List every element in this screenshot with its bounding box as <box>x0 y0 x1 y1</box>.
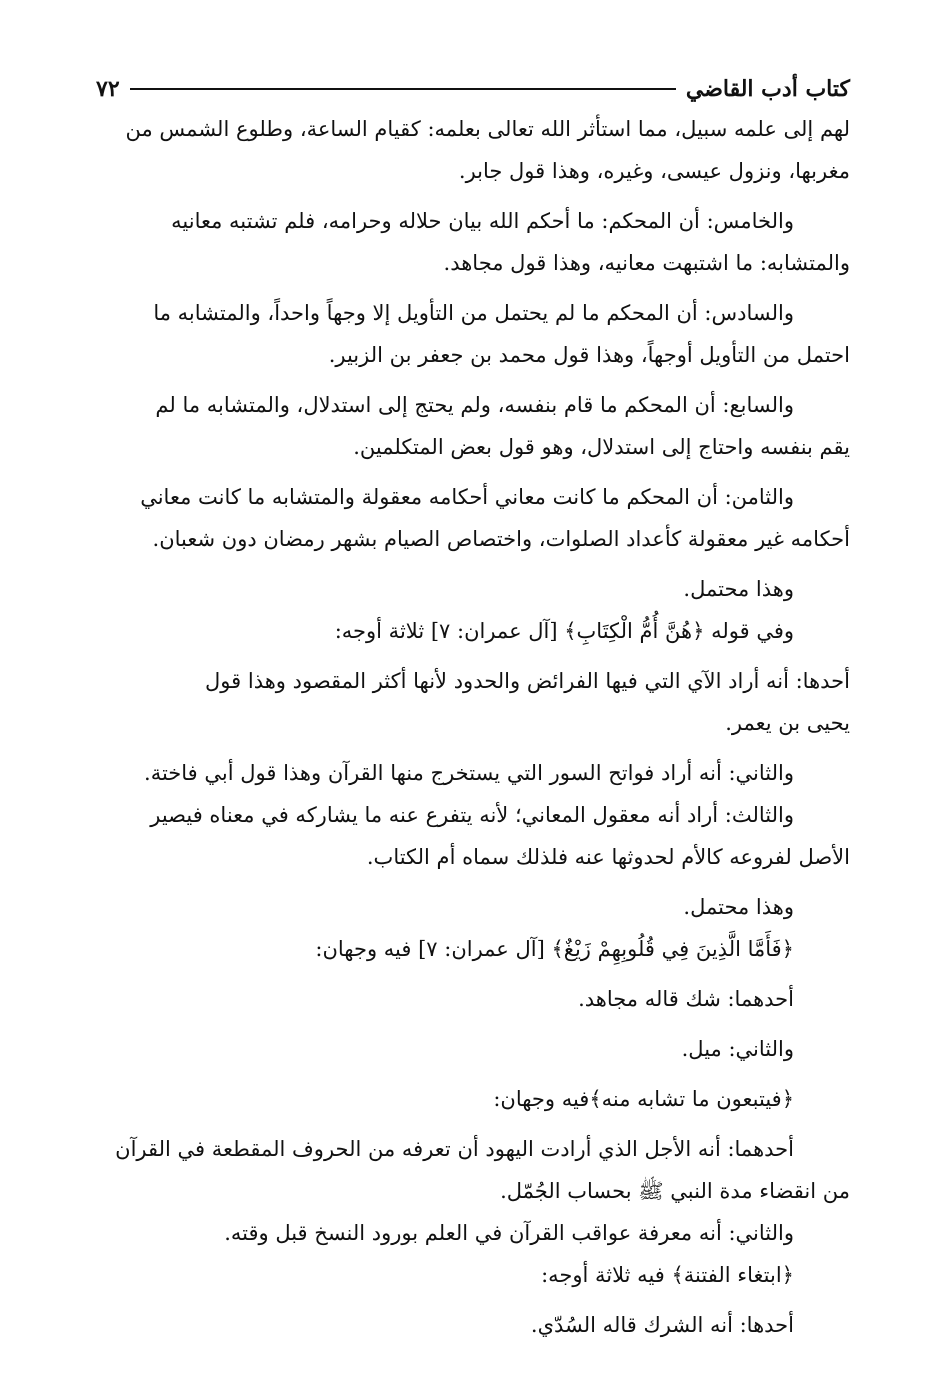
text-line: وهذا محتمل. <box>683 577 794 601</box>
text-line: ﴿ابتغاء الفتنة﴾ فيه ثلاثة أوجه: <box>541 1263 794 1287</box>
text-line: يقم بنفسه واحتاج إلى استدلال، وهو قول بعض المتكلمين. <box>353 435 850 459</box>
text-line: أحدهما: شك قاله مجاهد. <box>578 987 794 1011</box>
text-line: أحدها: أنه الشرك قاله السُدّي. <box>530 1313 794 1337</box>
text-line: يحيى بن يعمر. <box>725 711 850 735</box>
text-line: الأصل لفروعه كالأم لحدوثها عنه فلذلك سماه أم الكتاب. <box>366 845 850 869</box>
text-line: أحدهما: أنه الأجل الذي أرادت اليهود أن تعرفه من الحروف المقطعة في القرآن <box>115 1137 794 1161</box>
text-line: والثاني: أنه معرفة عواقب القرآن في العلم بورود النسخ قبل وقته. <box>224 1221 794 1245</box>
text-line: وفي قوله ﴿هُنَّ أُمُّ الْكِتَابِ﴾ [آل عمران: ٧] ثلاثة أوجه: <box>334 619 794 643</box>
text-line: من انقضاء مدة النبي ﷺ بحساب الجُمّل. <box>500 1179 850 1203</box>
text-line: والخامس: أن المحكم: ما أحكم الله بيان حلاله وحرامه، فلم تشتبه معانيه <box>171 209 794 233</box>
text-line: والسابع: أن المحكم ما قام بنفسه، ولم يحتج إلى استدلال، والمتشابه ما لم <box>155 393 794 417</box>
text-line: وهذا محتمل. <box>683 895 794 919</box>
page-body <box>96 108 850 1346</box>
header-rule <box>130 88 676 90</box>
text-line: والثاني: أنه أراد فواتح السور التي يستخرج منها القرآن وهذا قول أبي فاختة. <box>144 761 794 785</box>
text-line: والثالث: أراد أنه معقول المعاني؛ لأنه يتفرع عنه ما يشاركه في معناه فيصير <box>150 803 794 827</box>
page-number: ٧٢ <box>96 76 120 102</box>
running-title: كتاب أدب القاضي <box>685 76 850 102</box>
page-header <box>96 72 850 106</box>
text-line: أحدها: أنه أراد الآي التي فيها الفرائض والحدود لأنها أكثر المقصود وهذا قول <box>205 669 850 693</box>
text-line: والثامن: أن المحكم ما كانت معاني أحكامه معقولة والمتشابه ما كانت معاني <box>140 485 794 509</box>
text-line: لهم إلى علمه سبيل، مما استأثر الله تعالى بعلمه: كقيام الساعة، وطلوع الشمس من <box>125 117 850 141</box>
text-line: والمتشابه: ما اشتبهت معانيه، وهذا قول مجاهد. <box>443 251 850 275</box>
text-line: أحكامه غير معقولة كأعداد الصلوات، واختصاص الصيام بشهر رمضان دون شعبان. <box>152 527 850 551</box>
text-line: والسادس: أن المحكم ما لم يحتمل من التأويل إلا وجهاً واحداً، والمتشابه ما <box>153 301 794 325</box>
text-line: والثاني: ميل. <box>681 1037 794 1061</box>
text-line: ﴿فيتبعون ما تشابه منه﴾فيه وجهان: <box>493 1087 794 1111</box>
text-line: مغربها، ونزول عيسى، وغيره، وهذا قول جابر. <box>458 159 850 183</box>
text-line: احتمل من التأويل أوجهاً، وهذا قول محمد بن جعفر بن الزبير. <box>328 343 850 367</box>
text-line: ﴿فَأَمَّا الَّذِينَ فِي قُلُوبِهِمْ زَيْغٌ﴾ [آل عمران: ٧] فيه وجهان: <box>315 937 794 961</box>
